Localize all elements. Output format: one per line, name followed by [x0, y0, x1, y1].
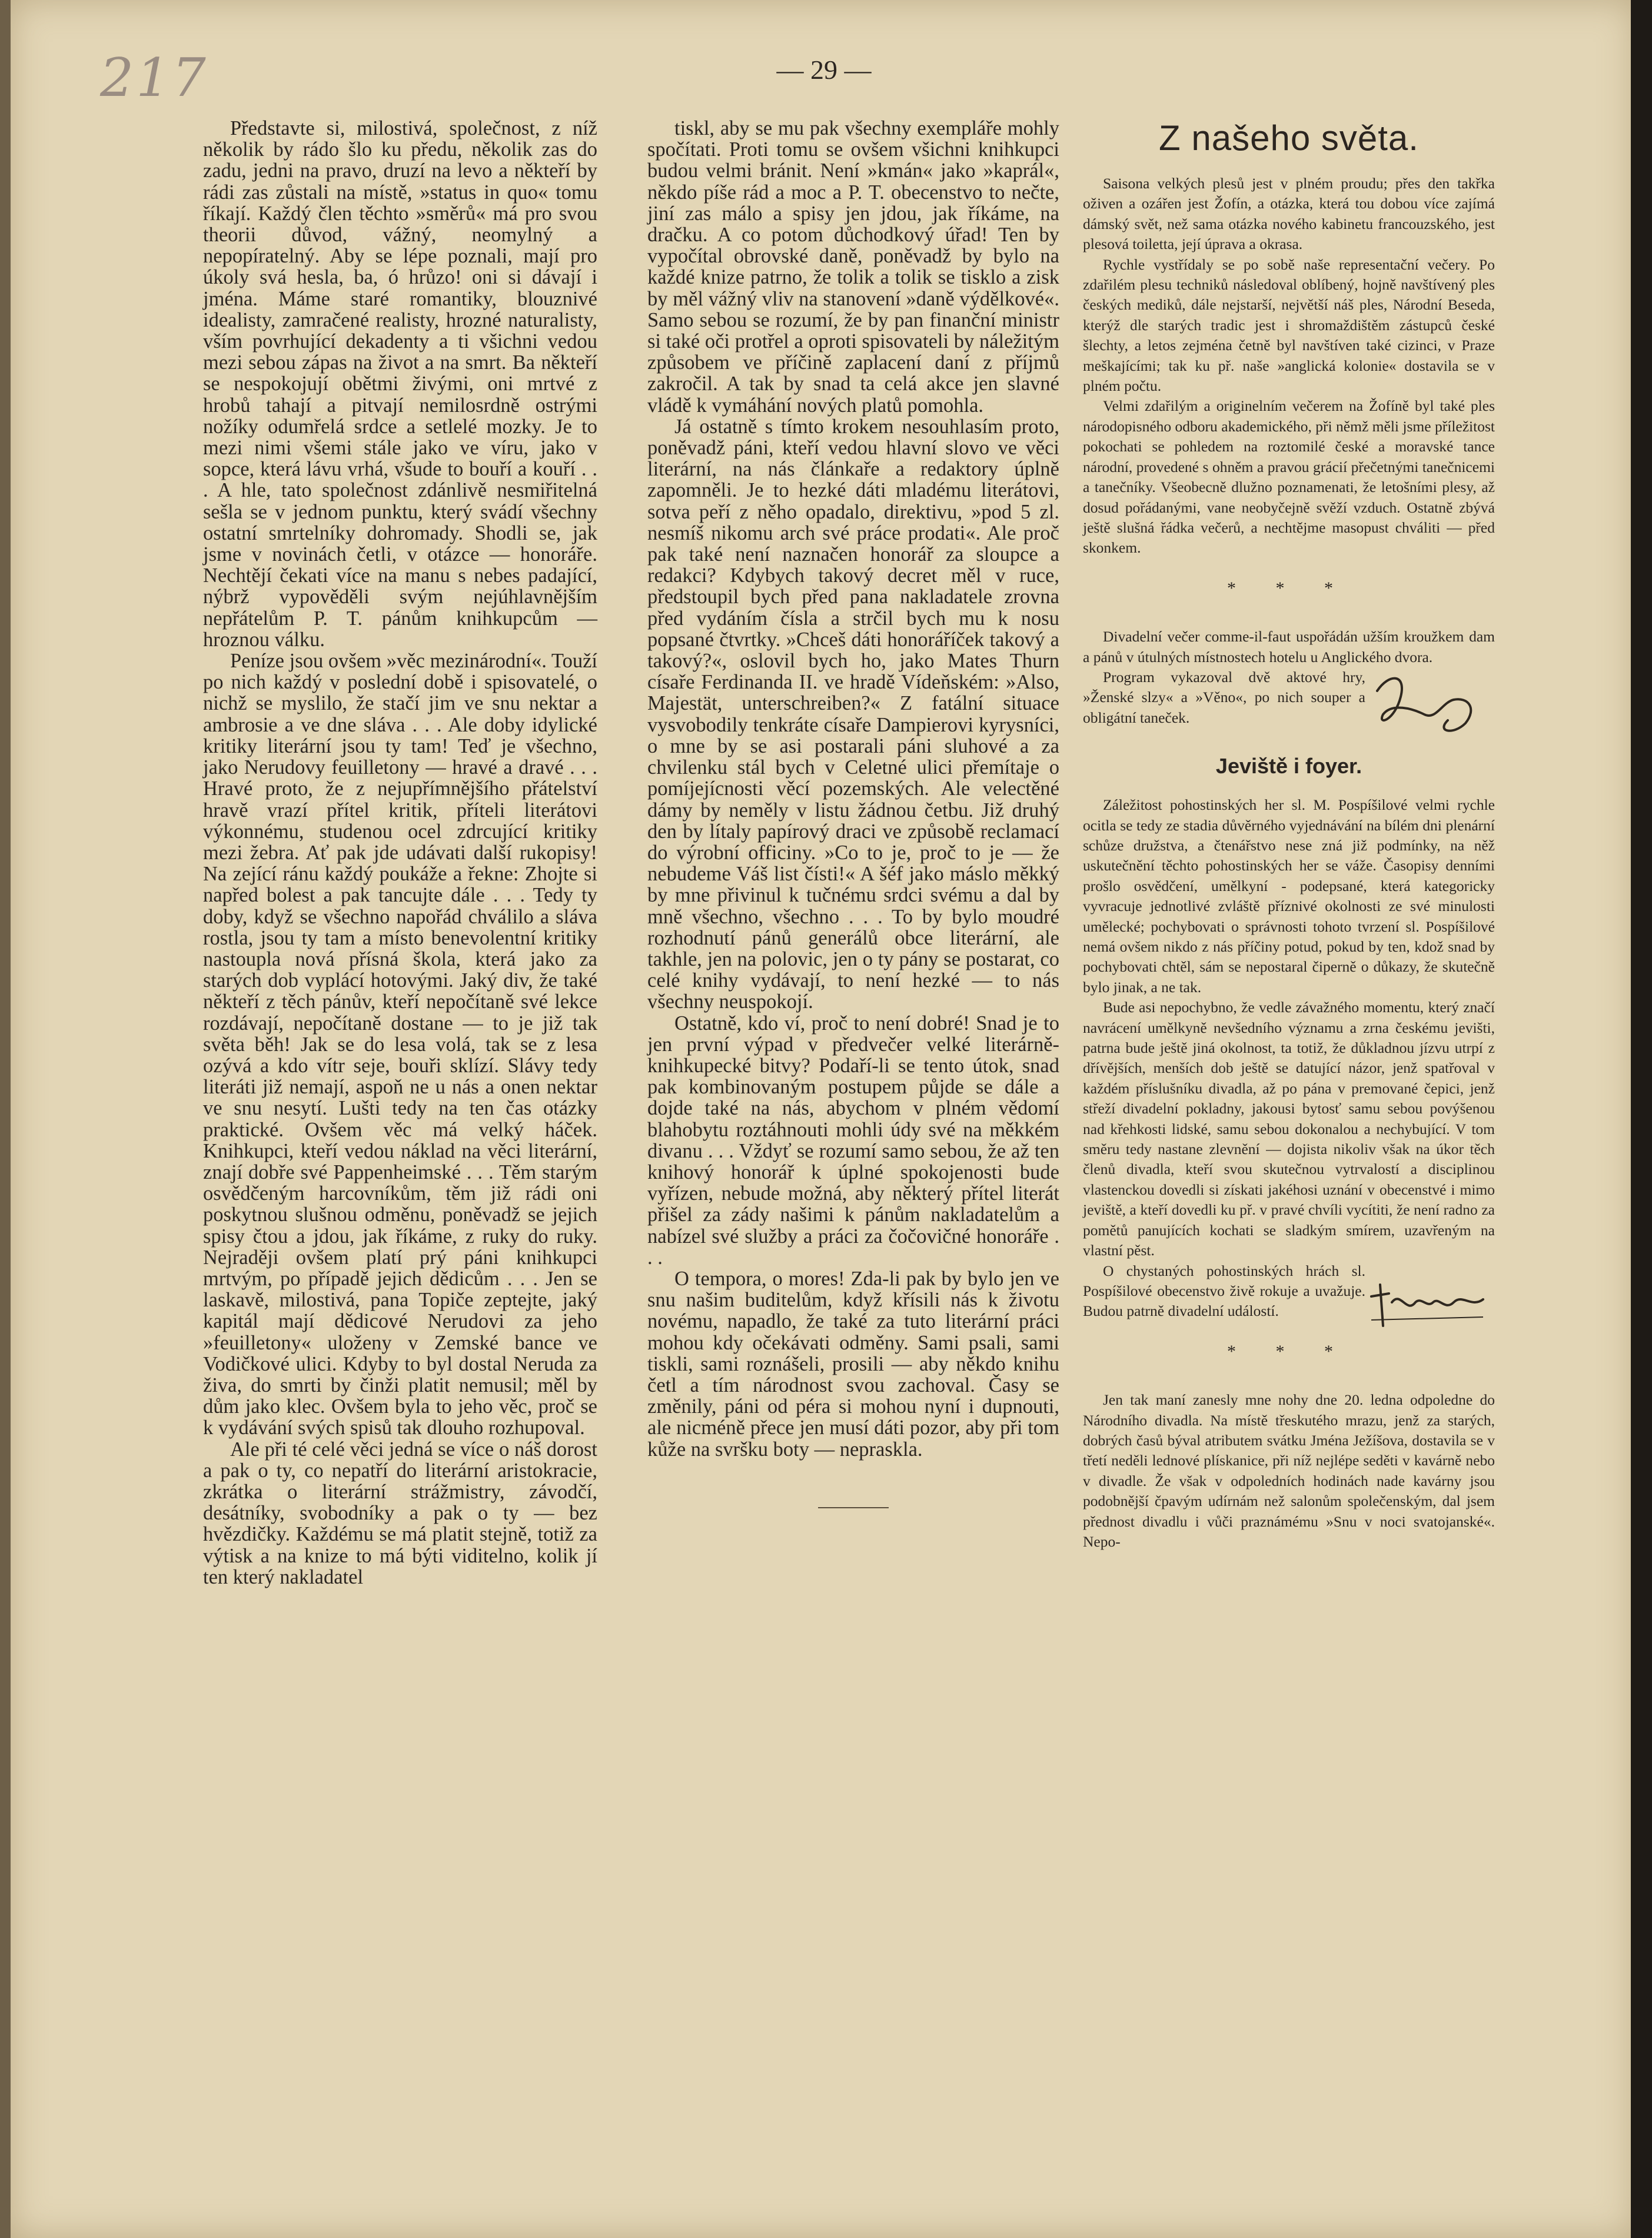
signature-scribble — [1365, 667, 1489, 756]
section-divider-stars: * * * — [1227, 1341, 1351, 1361]
paragraph-with-signature — [1083, 1261, 1495, 1322]
paragraph: Bude asi nepochybno, že vedle závažného momentu, který značí navrácení umělkyně nevšedního významu a zrna českému jevišti, patrna bude ještě jiná okolnost, ta totiž, že důkladnou jízvu utrpí z dřívějších, menších dob ještě se datující názor, jenž spatřoval v každém příslušníku divadla, až po pána v premované čepici, jenž střeží divadelní pokladny, jakousi bytosť samu sebou povýšenou nad křehkosti lidské, samu sebou dokonalou a nechybující. V tom směru tedy nastane zlevnění — dojista nikoliv však na úkor těch členů divadla, kteří svou skutečnou vytrvalostí a disciplinou vlastenckou dovedli si získati jakéhosi uznání v obecenstvé i mimo jeviště, a kteří dovedli ku př. v pravé chvíli vycítiti, že není radno za pomětů panujících kochati se sladkým smírem, uzavřeným na vlastní pěst. — [1083, 999, 1495, 1259]
paragraph: Ostatně, kdo ví, proč to není dobré! Snad je to jen první výpad v předvečer velké literárně-knihkupecké bitvy? Podaří-li se tento útok, snad pak kombinovaným postupem půjde se dále a dojde také na nás, abychom v plném vědomí blahobytu roztáhnouti mohli údy své na měkkém divanu . . . Vždyť se rozumí samo sebou, že až ten knihový honorář k úplné spokojenosti bude vyřízen, nebude možná, aby některý přítel literát přišel za zády našimi k pánům nakladatelům a nabízel své služby a práci za čočovičné honoráře . . . — [647, 1012, 1059, 1269]
signature-scribble — [1365, 1261, 1489, 1349]
paragraph: Peníze jsou ovšem »věc mezinárodní«. Touží po nich každý v poslední době i spisovatelé, o nichž se myslilo, že stačí jim ve snu nektar a ambrosie a ve dne sláva . . . Ale doby idylické kritiky literární jsou ty tam! Teď je všechno, jako Nerudovy feuilletony — hravé a dravé . . . Hravé proto, že z nejupřímnějšího přátelství hravě vrazí přítel kritik, příteli literátovi výkonnému, studenou ocel zdrcující kritiky mezi žebra. Ať pak jde udávati další rukopisy! Na zející ránu každý poukáže a řekne: Zhojte si napřed bolest a pak tancujte dále . . . Tedy ty doby, když se všechno napořád chválilo a sláva rostla, jsou ty tam a místo benevolentní kritiky nastoupla nová přísná škola, která jako za starých dob vyplácí hotovými. Jaký div, že také někteří z těch pánův, kteří nepočítaně své lekce rozdávají, nepočítaně dostane — to je již tak světa běh! Jak se do lesa volá, tak se z lesa ozývá a kdo vítr seje, bouři sklízí. Slávy tedy literáti již nemají, aspoň ne u nás a onen nektar ve snu nesytí. Lušti tedy na ten čas otázky praktické. Ovšem věc má velký háček. Knihkupci, kteří vedou náklad na věci literární, znají dobře své Pappenheimské . . . Těm starým osvědčeným harcovníkům, těm již rádi oni poskytnou slušnou odměnu, poněvadž se jejich spisy čtou a jdou, jak říkáme, z ruky do ruky. Nejraději ovšem platí prý páni knihkupci mrtvým, po případě jejich dědicům . . . Jen se laskavě, milostivá, pana Topiče zeptejte, jaký kapitál mají dědicové Nerudovi za jeho »feuilletony« uloženy v Zemské bance ve Vodičkové ulici. Kdyby to byl dostal Neruda za živa, do smrti by činži platit nemusil; měl by dům jako klec. Ovšem byla to jeho věc, proč se k vydávání svých spisů tak dlouho rozhupoval. — [203, 650, 597, 1439]
article-end-rule — [818, 1507, 889, 1508]
column-right — [1083, 115, 1495, 1552]
paragraph: Představte si, milostivá, společnost, z níž několik by rádo šlo ku předu, několik zas do zadu, jedni na pravo, druzí na levo a někteří by rádi zas zůstali na místě, »status in quo« tomu říkají. Každý člen těchto »směrů« má pro svou theorii důvod, vážný, neomylný a nepopíratelný. Aby se lépe poznali, mají pro úkoly svá hesla, ba, ó hrůzo! oni si dávají i jména. Máme staré romantiky, blouznivé idealisty, zamračené realisty, hrozné naturalisty, vším povrhující dekadenty a ti všichni vedou mezi sebou zápas na život a na smrt. Ba někteří se nespokojují obětmi živými, oni mrtvé z hrobů tahají a pitvají nemilosrdně ostrými nožíky odumřelá srdce a setlelé mozky. Je to mezi nimi všemi stále jako ve víru, jako v sopce, která lávu vrhá, všude to bouří a kouří . . . A hle, tato společnost zdánlivě nesmiřitelná sešla se v jednom punktu, který svádí všechny ostatní smrtelníky dohromady. Shodli se, jak jsme v novinách četli, v otázce — honoráře. Nechtějí čekati více na manu s nebes padající, nýbrž vypověděli svým nejúhlavnějším nepřátelům P. T. pánům knihkupcům — hroznou válku. — [203, 117, 597, 651]
paragraph: Rychle vystřídaly se po sobě naše representační večery. Po zdařilém plesu techniků následoval oblíbený, hojně navštívený ples českých mediků, dále nejstarší, největší náš ples, Národní Beseda, kterýž dle starých tradic jest i shromaždištěm zástupců české šlechty, a letos zejména četně byl navštíven také cizinci, v Praze meškajícími; tak ku př. naše »anglická kolonie« dostavila se v plném počtu. — [1083, 255, 1495, 395]
paragraph-with-signature — [1083, 667, 1495, 728]
pencil-annotation: 217 — [100, 47, 208, 109]
author-signature — [1365, 1261, 1489, 1349]
paragraph: Saisona velkých plesů jest v plném proudu; přes den takřka oživen a ozářen jest Žofín, a otázka, která tou dobou více zajímá dámský svět, než sama otázka nového kabinetu francouzského, jest plesová toiletta, její úprava a okrasa. — [1083, 175, 1495, 253]
paragraph: O tempora, o mores! Zda-li pak by bylo jen ve snu našim buditelům, když křísili nás k životu novému, napadlo, že také za tuto literární práci mohou kdy očekávati odměny. Sami psali, sami tiskli, sami roznášeli, prosili — aby někdo knihu četl a tím národnost svou zachoval. Časy se změnily, páni od péra si mohou nyní i dupnouti, ale nicméně přece jen musí dáti pozor, aby při tom kůže na svršku boty — nepraskla. — [647, 1267, 1059, 1461]
paragraph: tiskl, aby se mu pak všechny exempláře mohly spočítati. Proti tomu se ovšem všichni knihkupci budou velmi bránit. Není »kmán« jako »kaprál«, někdo píše rád a moc a P. T. obecenstvo to nečte, jiní zas málo a spisy jen jdou, jak říkáme, na dračku. A co potom důchodkový úřad! Ten by vypočítal obrovské daně, poněvadž by bylo na každé knize patrno, že tolik a tolik se tisklo a zisk by měl vážný vliv na stanovení »daně výdělkové«. Samo sebou se rozumí, že by pan finanční ministr si také oči protřel a oproti spisovateli by náležitým způsobem ve příčině zaplacení daní z příjmů zakročil. A tak by snad ta celá akce jen slavné vládě k vymáhání nových platů pomohla. — [647, 117, 1059, 417]
paragraph: Záležitost pohostinských her sl. M. Pospíšilové velmi rychle ocitla se tedy ze stadia důvěrného vyjednávání na bílém dni plenární schůze družstva, a čtenářstvo nese zná již podmínky, na něž uskutečnění těchto pohostinských her se váže. Časopisy denními prošlo osvědčení, umělkyní - podepsané, která kategoricky vyvracuje jednotlivé zvláště příznivé okolnosti ze své minulosti umělecké; pochybovati o správnosti tohoto tvrzení sl. Pospíšilové nemá ovšem nikdo z nás příčiny potud, pokud by ten, kdož snad by pochybovati chtěl, sám se nepostaral čiperně o důkazy, že skutečně bylo jinak, a ne tak. — [1083, 796, 1495, 996]
paragraph: Jen tak maní zanesly mne nohy dne 20. ledna odpoledne do Národního divadla. Na místě třeskutého mrazu, jenž za starých, dobrých časů býval atributem svátku Jména Ježíšova, dostavila se v třetí neděli lednové plískanice, při níž nejlépe seděti v kavárně nebo v divadle. Že však v odpoledních hodinách nade kavárny jsou podobnější čpavým udírnám než salonům společenským, dal jsem přednost divadlu i vůči praznámému »Snu v noci svatojanské«. Nepo- — [1083, 1391, 1495, 1550]
author-signature — [1365, 667, 1489, 756]
paragraph: Ale při té celé věci jedná se více o náš dorost a pak o ty, co nepatří do literární aristokracie, zkrátka o literární strážmistry, závodčí, desátníky, svobodníky a pak o ty — bez hvězdičky. Každému se má platit stejně, totiž za výtisk a na knize to má býti viditelno, kolik jí ten který nakladatel — [203, 1438, 597, 1588]
column-middle — [647, 118, 1059, 1508]
column-left — [203, 118, 597, 1588]
section-title: Z našeho světa. — [1159, 118, 1419, 158]
section-subtitle: Jeviště i foyer. — [1215, 754, 1362, 779]
scan-border — [1631, 0, 1652, 2238]
section-divider-stars: * * * — [1227, 578, 1351, 598]
page-number: — 29 — — [776, 55, 872, 85]
paragraph: Já ostatně s tímto krokem nesouhlasím proto, poněvadž páni, kteří vedou hlavní slovo ve věci literární, na nás článkaře a redaktory úplně zapomněli. Je to hezké dáti mladému literátovi, sotva peří z něho opadalo, direktivu, »pod 5 zl. nesmíš nikomu arch své práce prodati«. Ale proč pak také není naznačen honorář za sloupce a redakci? Kdybych takový decret měl v ruce, předstoupil bych před pana nakladatele zrovna před vydáním čísla a strčil bych mu k nosu popsané čtvrtky. »Chceš dáti honoráříček takový a takový?«, oslovil bych ho, jako Mates Thurn císaře Ferdinanda II. ve hradě Vídeňském: »Also, Majestät, unterschreiben?« Z fatální situace vysvobodily tenkráte císaře Dampierovi kyrysníci, o mne by se asi postarali páni sluhové a za chvilenku stál bych v Celetné ulici přemítaje o pomíjejícnosti věcí pozemských. Ale velectěné dámy by neměly v listu žádnou četbu. Již druhý den by lítaly papírový draci ve způsobě reclamací do výrobní officiny. »Co to je, proč to je — že nebudeme Váš list čísti!« A šéf jako máslo měkký by mne přivinul k tučnému srdci svému a dal by mně všechno, všechno . . . To by bylo moudré rozhodnutí pánů generálů obce literární, ale takhle, jen na polovic, jen o ty pány se postarat, co celé knihy vydávají, to není hezké — to nás všechny neuspokojí. — [647, 415, 1059, 1013]
paragraph: O chystaných pohostinských hrách sl. Pospíšilové obecenstvo živě rokuje a uvažuje. Budou patrně divadelní událostí. — [1083, 1262, 1365, 1320]
paragraph: Velmi zdařilým a originelním večerem na Žofíně byl také ples národopisného odboru akademického, při němž měli jsme příležitost pokochati se pohledem na roztomilé české a moravské tance národní, provedené s ohněm a pravou grácií přečetnými tanečnicemi a tanečníky. Všeobecně dlužno poznamenati, že letošními plesy, až dosud pořádanými, vane neobyčejně svěží vzduch. Ostatně zbývá ještě slušná řádka večerů, a nechtějme masopust chváliti — před skonkem. — [1083, 397, 1495, 557]
paragraph: Divadelní večer comme-il-faut uspořádán užším kroužkem dam a pánů v útulných místnostech hotelu u Anglického dvora. — [1083, 628, 1495, 666]
paragraph: Program vykazoval dvě aktové hry, »Ženské slzy« a »Věno«, po nich souper a obligátní taneček. — [1083, 668, 1365, 726]
